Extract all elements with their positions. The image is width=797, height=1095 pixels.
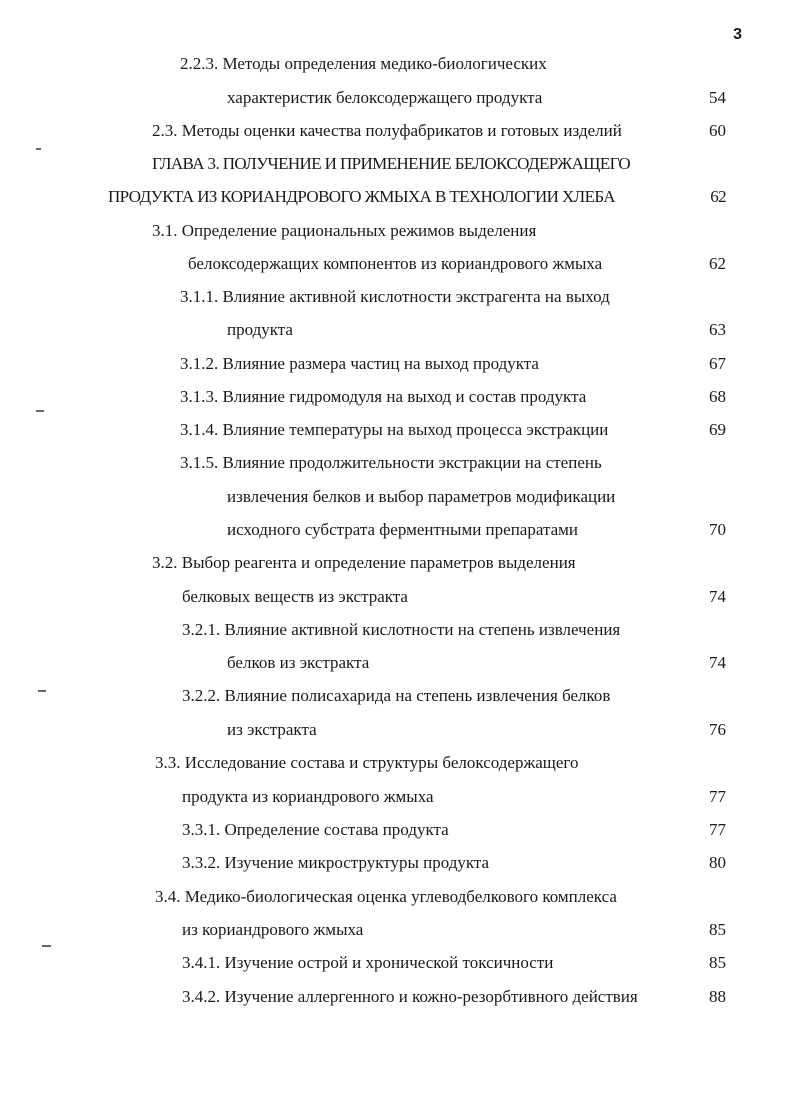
toc-entry-text: белков из экстракта	[227, 653, 370, 672]
toc-chapter-text: ПРОДУКТА ИЗ КОРИАНДРОВОГО ЖМЫХА В ТЕХНОЛОГИИ ХЛЕБА	[108, 187, 615, 206]
toc-entry-text: продукта из кориандрового жмыха	[182, 787, 434, 806]
toc-entry-text: 3.1.2. Влияние размера частиц на выход продукта	[180, 354, 539, 373]
scan-mark	[36, 410, 44, 412]
toc-entry-page: 63	[709, 320, 726, 339]
toc-line	[182, 684, 726, 708]
toc-entry-text: 3.1. Определение рациональных режимов выделения	[152, 221, 537, 240]
toc-line	[182, 618, 726, 642]
toc-line	[227, 485, 726, 509]
scan-mark	[42, 945, 51, 947]
scan-mark	[36, 148, 41, 150]
toc-entry-text: 3.1.4. Влияние температуры на выход процесса экстракции	[180, 420, 609, 439]
toc-line	[182, 951, 726, 975]
toc-entry-page: 54	[709, 88, 726, 107]
toc-line	[227, 518, 726, 542]
toc-line	[180, 285, 726, 309]
toc-line	[180, 418, 726, 442]
toc-line	[227, 86, 726, 110]
toc-line	[152, 152, 726, 176]
toc-line	[180, 385, 726, 409]
toc-entry-text: исходного субстрата ферментными препаратами	[227, 520, 578, 539]
toc-entry-text: 3.2.2. Влияние полисахарида на степень извлечения белков	[182, 686, 611, 705]
toc-entry-text: продукта	[227, 320, 293, 339]
toc-entry-page: 88	[709, 987, 726, 1006]
toc-entry-page: 77	[709, 820, 726, 839]
toc-line	[182, 785, 726, 809]
toc-line	[188, 252, 726, 276]
toc-line	[180, 52, 726, 76]
toc-line	[182, 985, 726, 1009]
toc-entry-page: 62	[709, 254, 726, 273]
toc-entry-text: 3.1.1. Влияние активной кислотности экстрагента на выход	[180, 287, 610, 306]
toc-entry-page: 62	[710, 187, 726, 206]
toc-entry-text: 3.3.2. Изучение микроструктуры продукта	[182, 853, 490, 872]
toc-entry-page: 60	[709, 121, 726, 140]
toc-line	[180, 451, 726, 475]
toc-line	[155, 885, 726, 909]
toc-entry-text: 3.1.5. Влияние продолжительности экстракции на степень	[180, 453, 602, 472]
toc-entry-text: белоксодержащих компонентов из кориандрового жмыха	[188, 254, 603, 273]
toc-entry-page: 85	[709, 953, 726, 972]
toc-line	[182, 918, 726, 942]
toc-entry-text: 2.2.3. Методы определения медико-биологических	[180, 54, 547, 73]
toc-line	[182, 851, 726, 875]
toc-entry-page: 76	[709, 720, 726, 739]
toc-entry-page: 67	[709, 354, 726, 373]
toc-entry-text: белковых веществ из экстракта	[182, 587, 408, 606]
toc-entry-text: 3.4.1. Изучение острой и хронической токсичности	[182, 953, 554, 972]
toc-line	[108, 185, 726, 209]
scan-mark	[38, 690, 46, 692]
toc-entry-page: 77	[709, 787, 726, 806]
toc-entry-page: 74	[709, 653, 726, 672]
toc-line	[152, 551, 726, 575]
toc-line	[155, 751, 726, 775]
toc-entry-text: 3.4. Медико-биологическая оценка углеводбелкового комплекса	[155, 887, 617, 906]
toc-entry-text: 2.3. Методы оценки качества полуфабрикатов и готовых изделий	[152, 121, 622, 140]
toc-entry-text: из экстракта	[227, 720, 317, 739]
toc-entry-page: 70	[709, 520, 726, 539]
toc-entry-text: извлечения белков и выбор параметров модификации	[227, 487, 616, 506]
toc-line	[182, 585, 726, 609]
toc-entry-text: 3.3. Исследование состава и структуры белоксодержащего	[155, 753, 579, 772]
toc-entry-text: 3.1.3. Влияние гидромодуля на выход и состав продукта	[180, 387, 587, 406]
toc-chapter-text: ГЛАВА 3. ПОЛУЧЕНИЕ И ПРИМЕНЕНИЕ БЕЛОКСОДЕРЖАЩЕГО	[152, 154, 631, 173]
toc-entry-page: 68	[709, 387, 726, 406]
toc-entry-page: 69	[709, 420, 726, 439]
toc-entry-text: 3.3.1. Определение состава продукта	[182, 820, 449, 839]
toc-entry-text: из кориандрового жмыха	[182, 920, 364, 939]
toc-line	[227, 651, 726, 675]
toc-line	[182, 818, 726, 842]
toc-line	[152, 119, 726, 143]
toc-entry-page: 74	[709, 587, 726, 606]
toc-line	[180, 352, 726, 376]
toc-line	[152, 219, 726, 243]
toc-entry-page: 80	[709, 853, 726, 872]
toc-entry-text: 3.2.1. Влияние активной кислотности на степень извлечения	[182, 620, 621, 639]
toc-entry-text: 3.4.2. Изучение аллергенного и кожно-резорбтивного действия	[182, 987, 638, 1006]
toc-entry-text: характеристик белоксодержащего продукта	[227, 88, 543, 107]
toc-entry-text: 3.2. Выбор реагента и определение параметров выделения	[152, 553, 576, 572]
page-number: 3	[733, 26, 742, 43]
toc-line	[227, 718, 726, 742]
toc-entry-page: 85	[709, 920, 726, 939]
toc-line	[227, 318, 726, 342]
